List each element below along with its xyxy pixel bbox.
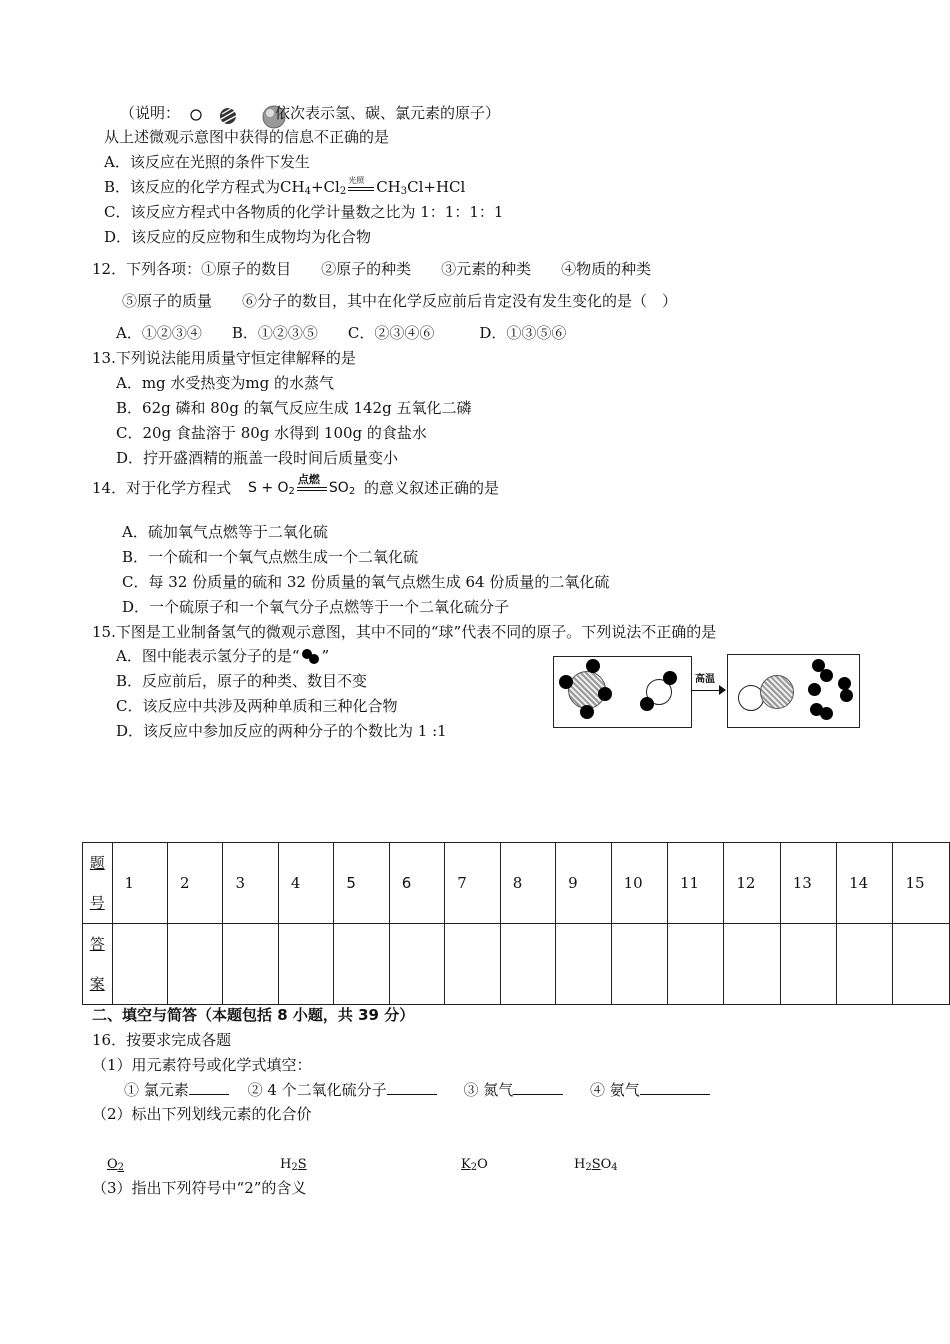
q14-equation xyxy=(248,473,356,502)
blank-4[interactable] xyxy=(640,1080,710,1095)
answer-cell[interactable] xyxy=(278,924,333,1005)
h-atom xyxy=(640,697,654,711)
q15-option-a xyxy=(116,646,329,666)
q11-option-b-cl-sub: 2 xyxy=(339,186,347,197)
blank-1[interactable] xyxy=(189,1080,229,1095)
formula-k2o xyxy=(461,1155,488,1178)
h-atom xyxy=(580,705,594,719)
num-cell: 5 xyxy=(334,843,389,924)
h-atom xyxy=(586,659,600,673)
num-cell: 11 xyxy=(667,843,723,924)
q16-part3: （3）指出下列符号中“2”的含义 xyxy=(92,1179,307,1197)
hydrogen-molecule-icon xyxy=(300,648,322,664)
q13-option-b: B．62g 磷和 80g 的氧气反应生成 142g 五氧化二磷 xyxy=(116,399,472,417)
num-cell: 12 xyxy=(724,843,780,924)
num-cell: 15 xyxy=(893,843,950,924)
answer-cell[interactable] xyxy=(611,924,667,1005)
num-cell: 2 xyxy=(167,843,222,924)
h-atom xyxy=(820,707,833,720)
q11-option-b xyxy=(104,177,465,202)
formula-h2s-sub: 2 xyxy=(291,1162,298,1173)
note-line xyxy=(120,103,180,123)
h-atom xyxy=(820,669,833,682)
arrow-head-icon xyxy=(719,685,726,695)
formula-h2so4-rest: O xyxy=(600,1157,612,1172)
formula-k2o-main: K xyxy=(461,1157,471,1172)
q11-option-a: A．该反应在光照的条件下发生 xyxy=(104,153,310,171)
q16-part1: （1）用元素符号或化学式填空： xyxy=(92,1056,312,1074)
head-char: 案 xyxy=(89,975,105,993)
q14-option-a: A．硫加氧气点燃等于二氧化硫 xyxy=(122,523,328,541)
high-temp-label: 高温 xyxy=(695,674,715,685)
head-char: 题 xyxy=(89,854,105,872)
section2-title: 二、填空与简答（本题包括 8 小题，共 39 分） xyxy=(92,1006,415,1024)
formula-k2o-sub: 2 xyxy=(470,1162,478,1173)
num-cell: 1 xyxy=(112,843,167,924)
answer-cell[interactable] xyxy=(500,924,555,1005)
q11-prod: CH xyxy=(376,178,401,196)
q14-eq-right-sub: 2 xyxy=(348,486,356,497)
formula-h2so4-rest-sub: 4 xyxy=(611,1162,618,1173)
formula-o2-sub: 2 xyxy=(117,1162,125,1173)
q15-stem: 15.下图是工业制备氢气的微观示意图，其中不同的“球”代表不同的原子。下列说法不正确的是 xyxy=(92,623,717,641)
blank-2[interactable] xyxy=(387,1080,437,1095)
h-atom xyxy=(663,671,677,685)
fill-ammonia: ④ 氨气 xyxy=(590,1081,640,1099)
q11-tail: Cl+HCl xyxy=(407,178,466,196)
answer-table xyxy=(82,842,950,1005)
num-cell: 4 xyxy=(278,843,333,924)
num-cell: 10 xyxy=(611,843,667,924)
q14-stem-b: 的意义叙述正确的是 xyxy=(364,479,500,497)
q11-option-b-cl: +Cl xyxy=(310,178,340,196)
formula-h2s xyxy=(280,1155,307,1178)
q14-option-d: D．一个硫原子和一个氧气分子点燃等于一个二氧化硫分子 xyxy=(122,598,510,616)
num-cell: 6 xyxy=(389,843,444,924)
q14-arrow xyxy=(295,473,329,498)
q14-eq-sub: 2 xyxy=(288,486,295,497)
num-cell: 8 xyxy=(500,843,555,924)
q11-option-b-text: B．该反应的化学方程式为CH xyxy=(104,178,305,196)
q14-cond: 点燃 xyxy=(297,473,320,486)
q13-stem: 13.下列说法能用质量守恒定律解释的是 xyxy=(92,349,356,367)
reactants-box xyxy=(553,656,692,728)
q13-option-c: C．20g 食盐溶于 80g 水得到 100g 的食盐水 xyxy=(116,424,427,442)
answer-cell[interactable] xyxy=(334,924,389,1005)
h-atom xyxy=(840,689,853,702)
q15-option-a-close: ” xyxy=(321,647,330,665)
q14-option-b: B．一个硫和一个氧气点燃生成一个二氧化硫 xyxy=(122,548,419,566)
formula-h2so4 xyxy=(574,1155,618,1178)
q11-option-c: C．该反应方程式中各物质的化学计量数之比为 1：1：1：1 xyxy=(104,203,504,221)
q13-option-d: D．拧开盛酒精的瓶盖一段时间后质量变小 xyxy=(116,449,399,467)
formula-o2 xyxy=(107,1155,124,1178)
q14-eq-left: S + O xyxy=(248,480,289,496)
h-atom xyxy=(838,677,851,690)
q11-cond: 光照 xyxy=(348,176,365,185)
answer-cell[interactable] xyxy=(724,924,780,1005)
q11-prod-sub: 3 xyxy=(400,186,408,197)
formula-h2so4-main: S xyxy=(591,1157,601,1172)
q11-stem: 从上述微观示意图中获得的信息不正确的是 xyxy=(104,128,390,146)
carbon-atom xyxy=(760,675,794,709)
q16-fill-row xyxy=(124,1080,710,1100)
num-cell: 13 xyxy=(780,843,836,924)
formula-h2s-main: S xyxy=(297,1157,307,1172)
answer-cell[interactable] xyxy=(667,924,723,1005)
formula-h2so4-sub: 2 xyxy=(585,1162,592,1173)
formula-o2-main: O xyxy=(107,1157,118,1172)
blank-3[interactable] xyxy=(513,1080,563,1095)
hydrogen-atom-icon xyxy=(191,110,201,120)
q15-option-a-text: A．图中能表示氢分子的是“ xyxy=(116,647,300,665)
h-atom xyxy=(559,675,573,689)
q15-option-b: B．反应前后，原子的种类、数目不变 xyxy=(116,672,368,690)
h-atom xyxy=(598,687,612,701)
q14-eq-right: SO xyxy=(328,480,349,496)
head-char: 答 xyxy=(89,935,105,953)
num-cell: 7 xyxy=(445,843,500,924)
products-box xyxy=(727,654,860,728)
q13-option-a: A．mg 水受热变为mg 的水蒸气 xyxy=(116,374,335,392)
answer-cell[interactable] xyxy=(223,924,278,1005)
q12-line1: 12．下列各项：①原子的数目 ②原子的种类 ③元素的种类 ④物质的种类 xyxy=(92,260,652,278)
q16-part2: （2）标出下列划线元素的化合价 xyxy=(92,1105,312,1123)
answer-cell[interactable] xyxy=(893,924,950,1005)
num-cell: 14 xyxy=(837,843,893,924)
q11-arrow xyxy=(346,177,376,197)
q11-option-d: D．该反应的反应物和生成物均为化合物 xyxy=(104,228,372,246)
fill-so2-molecules: ② 4 个二氧化硫分子 xyxy=(247,1081,387,1099)
num-cell: 3 xyxy=(223,843,278,924)
formula-h2so4-pre: H xyxy=(574,1157,586,1172)
note-text: 依次表示氢、碳、氯元素的原子） xyxy=(275,104,501,122)
q15-option-c: C．该反应中共涉及两种单质和三种化合物 xyxy=(116,697,398,715)
answer-cell[interactable] xyxy=(389,924,444,1005)
answer-cell[interactable] xyxy=(780,924,836,1005)
formula-h2s-pre: H xyxy=(280,1157,292,1172)
q12-options: A．①②③④ B．①②③⑤ C．②③④⑥ D．①③⑤⑥ xyxy=(116,324,567,342)
head-cell-number xyxy=(83,843,113,924)
answer-cell[interactable] xyxy=(445,924,500,1005)
head-char: 号 xyxy=(89,894,105,912)
answer-table-answer-row xyxy=(83,924,950,1005)
h-atom xyxy=(808,683,821,696)
num-cell: 9 xyxy=(556,843,611,924)
q14-option-c: C．每 32 份质量的硫和 32 份质量的氧气点燃生成 64 份质量的二氧化硫 xyxy=(122,573,610,591)
note-prefix: （说明： xyxy=(120,104,181,122)
q12-line2: ⑤原子的质量 ⑥分子的数目，其中在化学反应前后肯定没有发生变化的是（ ） xyxy=(122,292,678,310)
head-cell-answer xyxy=(83,924,113,1005)
q16-stem: 16．按要求完成各题 xyxy=(92,1031,232,1049)
q15-option-d: D．该反应中参加反应的两种分子的个数比为 1 :1 xyxy=(116,722,447,740)
answer-cell[interactable] xyxy=(556,924,611,1005)
answer-table-number-row xyxy=(83,843,950,924)
answer-cell[interactable] xyxy=(167,924,222,1005)
fill-chlorine-element: ① 氯元素 xyxy=(124,1081,189,1099)
formula-k2o-rest: O xyxy=(477,1157,488,1172)
answer-cell[interactable] xyxy=(112,924,167,1005)
q14-stem-a: 14．对于化学方程式 xyxy=(92,479,232,497)
fill-nitrogen: ③ 氮气 xyxy=(463,1081,514,1099)
answer-cell[interactable] xyxy=(837,924,893,1005)
q11-option-b-sub: 4 xyxy=(304,186,311,197)
